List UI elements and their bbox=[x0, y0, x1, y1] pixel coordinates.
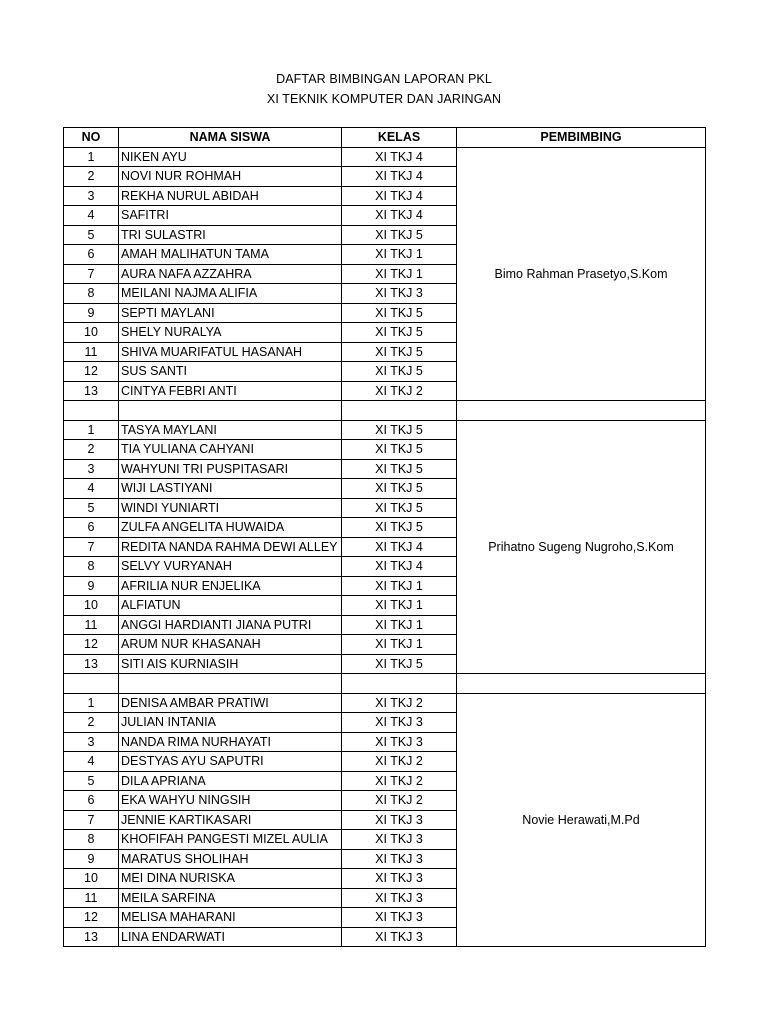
row-number-cell: 6 bbox=[64, 791, 119, 811]
row-number-cell: 8 bbox=[64, 284, 119, 304]
row-number-cell: 13 bbox=[64, 927, 119, 947]
row-number-cell: 8 bbox=[64, 557, 119, 577]
empty-cell bbox=[457, 674, 706, 694]
empty-cell bbox=[342, 674, 457, 694]
student-name-cell: MEILA SARFINA bbox=[119, 888, 342, 908]
student-name-cell: JULIAN INTANIA bbox=[119, 713, 342, 733]
row-number-cell: 6 bbox=[64, 518, 119, 538]
class-cell: XI TKJ 4 bbox=[342, 167, 457, 187]
student-name-cell: SHIVA MUARIFATUL HASANAH bbox=[119, 342, 342, 362]
student-name-cell: MEILANI NAJMA ALIFIA bbox=[119, 284, 342, 304]
student-name-cell: ALFIATUN bbox=[119, 596, 342, 616]
table-body bbox=[64, 147, 706, 947]
class-cell: XI TKJ 2 bbox=[342, 381, 457, 401]
empty-cell bbox=[64, 401, 119, 421]
row-number-cell: 11 bbox=[64, 615, 119, 635]
class-cell: XI TKJ 2 bbox=[342, 771, 457, 791]
student-name-cell: SEPTI MAYLANI bbox=[119, 303, 342, 323]
row-number-cell: 13 bbox=[64, 381, 119, 401]
student-name-cell: REDITA NANDA RAHMA DEWI ALLEY bbox=[119, 537, 342, 557]
row-number-cell: 3 bbox=[64, 459, 119, 479]
row-number-cell: 3 bbox=[64, 186, 119, 206]
student-name-cell: AURA NAFA AZZAHRA bbox=[119, 264, 342, 284]
class-cell: XI TKJ 2 bbox=[342, 693, 457, 713]
table-row bbox=[64, 693, 706, 713]
class-cell: XI TKJ 5 bbox=[342, 323, 457, 343]
class-cell: XI TKJ 5 bbox=[342, 459, 457, 479]
header-pembimbing: PEMBIMBING bbox=[457, 128, 706, 148]
row-number-cell: 4 bbox=[64, 479, 119, 499]
student-name-cell: SELVY VURYANAH bbox=[119, 557, 342, 577]
class-cell: XI TKJ 5 bbox=[342, 440, 457, 460]
class-cell: XI TKJ 3 bbox=[342, 830, 457, 850]
row-number-cell: 9 bbox=[64, 849, 119, 869]
class-cell: XI TKJ 2 bbox=[342, 791, 457, 811]
class-cell: XI TKJ 1 bbox=[342, 635, 457, 655]
class-cell: XI TKJ 3 bbox=[342, 888, 457, 908]
row-number-cell: 12 bbox=[64, 908, 119, 928]
student-name-cell: TIA YULIANA CAHYANI bbox=[119, 440, 342, 460]
class-cell: XI TKJ 3 bbox=[342, 810, 457, 830]
student-name-cell: DENISA AMBAR PRATIWI bbox=[119, 693, 342, 713]
student-name-cell: NANDA RIMA NURHAYATI bbox=[119, 732, 342, 752]
student-name-cell: TRI SULASTRI bbox=[119, 225, 342, 245]
student-name-cell: AFRILIA NUR ENJELIKA bbox=[119, 576, 342, 596]
row-number-cell: 9 bbox=[64, 303, 119, 323]
row-number-cell: 2 bbox=[64, 440, 119, 460]
row-number-cell: 12 bbox=[64, 362, 119, 382]
empty-cell bbox=[119, 401, 342, 421]
row-number-cell: 5 bbox=[64, 771, 119, 791]
table-row bbox=[64, 147, 706, 167]
row-number-cell: 2 bbox=[64, 713, 119, 733]
student-name-cell: AMAH MALIHATUN TAMA bbox=[119, 245, 342, 265]
row-number-cell: 12 bbox=[64, 635, 119, 655]
class-cell: XI TKJ 3 bbox=[342, 869, 457, 889]
student-name-cell: MELISA MAHARANI bbox=[119, 908, 342, 928]
row-number-cell: 5 bbox=[64, 498, 119, 518]
class-cell: XI TKJ 2 bbox=[342, 752, 457, 772]
student-name-cell: EKA WAHYU NINGSIH bbox=[119, 791, 342, 811]
table-row bbox=[64, 420, 706, 440]
supervisor-cell: Prihatno Sugeng Nugroho,S.Kom bbox=[457, 420, 706, 674]
student-name-cell: SHELY NURALYA bbox=[119, 323, 342, 343]
student-name-cell: WAHYUNI TRI PUSPITASARI bbox=[119, 459, 342, 479]
student-name-cell: WINDI YUNIARTI bbox=[119, 498, 342, 518]
row-number-cell: 8 bbox=[64, 830, 119, 850]
class-cell: XI TKJ 1 bbox=[342, 615, 457, 635]
student-name-cell: DESTYAS AYU SAPUTRI bbox=[119, 752, 342, 772]
group-separator-row bbox=[64, 674, 706, 694]
student-name-cell: ZULFA ANGELITA HUWAIDA bbox=[119, 518, 342, 538]
row-number-cell: 13 bbox=[64, 654, 119, 674]
row-number-cell: 10 bbox=[64, 596, 119, 616]
class-cell: XI TKJ 3 bbox=[342, 908, 457, 928]
student-name-cell: TASYA MAYLANI bbox=[119, 420, 342, 440]
row-number-cell: 4 bbox=[64, 752, 119, 772]
row-number-cell: 1 bbox=[64, 420, 119, 440]
class-cell: XI TKJ 5 bbox=[342, 518, 457, 538]
row-number-cell: 11 bbox=[64, 342, 119, 362]
student-name-cell: MEI DINA NURISKA bbox=[119, 869, 342, 889]
empty-cell bbox=[457, 401, 706, 421]
student-name-cell: ARUM NUR KHASANAH bbox=[119, 635, 342, 655]
class-cell: XI TKJ 4 bbox=[342, 557, 457, 577]
row-number-cell: 1 bbox=[64, 147, 119, 167]
table-header-row bbox=[64, 128, 706, 148]
student-name-cell: NIKEN AYU bbox=[119, 147, 342, 167]
header-nama-siswa: NAMA SISWA bbox=[119, 128, 342, 148]
row-number-cell: 7 bbox=[64, 537, 119, 557]
student-name-cell: CINTYA FEBRI ANTI bbox=[119, 381, 342, 401]
student-name-cell: SITI AIS KURNIASIH bbox=[119, 654, 342, 674]
row-number-cell: 9 bbox=[64, 576, 119, 596]
row-number-cell: 6 bbox=[64, 245, 119, 265]
class-cell: XI TKJ 5 bbox=[342, 420, 457, 440]
student-name-cell: SUS SANTI bbox=[119, 362, 342, 382]
row-number-cell: 7 bbox=[64, 264, 119, 284]
class-cell: XI TKJ 3 bbox=[342, 927, 457, 947]
class-cell: XI TKJ 4 bbox=[342, 186, 457, 206]
student-name-cell: REKHA NURUL ABIDAH bbox=[119, 186, 342, 206]
student-name-cell: MARATUS SHOLIHAH bbox=[119, 849, 342, 869]
empty-cell bbox=[64, 674, 119, 694]
row-number-cell: 4 bbox=[64, 206, 119, 226]
row-number-cell: 5 bbox=[64, 225, 119, 245]
row-number-cell: 1 bbox=[64, 693, 119, 713]
student-name-cell: WIJI LASTIYANI bbox=[119, 479, 342, 499]
class-cell: XI TKJ 5 bbox=[342, 654, 457, 674]
student-guidance-table bbox=[63, 127, 706, 947]
class-cell: XI TKJ 5 bbox=[342, 342, 457, 362]
class-cell: XI TKJ 4 bbox=[342, 147, 457, 167]
supervisor-cell: Bimo Rahman Prasetyo,S.Kom bbox=[457, 147, 706, 401]
supervisor-cell: Novie Herawati,M.Pd bbox=[457, 693, 706, 947]
class-cell: XI TKJ 5 bbox=[342, 362, 457, 382]
class-cell: XI TKJ 1 bbox=[342, 596, 457, 616]
group-separator-row bbox=[64, 401, 706, 421]
class-cell: XI TKJ 1 bbox=[342, 245, 457, 265]
row-number-cell: 10 bbox=[64, 323, 119, 343]
student-name-cell: KHOFIFAH PANGESTI MIZEL AULIA bbox=[119, 830, 342, 850]
student-name-cell: SAFITRI bbox=[119, 206, 342, 226]
student-name-cell: ANGGI HARDIANTI JIANA PUTRI bbox=[119, 615, 342, 635]
row-number-cell: 11 bbox=[64, 888, 119, 908]
row-number-cell: 7 bbox=[64, 810, 119, 830]
class-cell: XI TKJ 3 bbox=[342, 284, 457, 304]
row-number-cell: 10 bbox=[64, 869, 119, 889]
class-cell: XI TKJ 3 bbox=[342, 713, 457, 733]
row-number-cell: 3 bbox=[64, 732, 119, 752]
header-kelas: KELAS bbox=[342, 128, 457, 148]
class-cell: XI TKJ 4 bbox=[342, 537, 457, 557]
student-name-cell: JENNIE KARTIKASARI bbox=[119, 810, 342, 830]
header-no: NO bbox=[64, 128, 119, 148]
document-subtitle: XI TEKNIK KOMPUTER DAN JARINGAN bbox=[266, 92, 502, 106]
class-cell: XI TKJ 5 bbox=[342, 479, 457, 499]
class-cell: XI TKJ 5 bbox=[342, 498, 457, 518]
row-number-cell: 2 bbox=[64, 167, 119, 187]
empty-cell bbox=[119, 674, 342, 694]
class-cell: XI TKJ 1 bbox=[342, 576, 457, 596]
student-name-cell: LINA ENDARWATI bbox=[119, 927, 342, 947]
class-cell: XI TKJ 3 bbox=[342, 849, 457, 869]
class-cell: XI TKJ 3 bbox=[342, 732, 457, 752]
document-title: DAFTAR BIMBINGAN LAPORAN PKL bbox=[276, 72, 492, 86]
student-name-cell: NOVI NUR ROHMAH bbox=[119, 167, 342, 187]
class-cell: XI TKJ 4 bbox=[342, 206, 457, 226]
student-name-cell: DILA APRIANA bbox=[119, 771, 342, 791]
class-cell: XI TKJ 1 bbox=[342, 264, 457, 284]
empty-cell bbox=[342, 401, 457, 421]
class-cell: XI TKJ 5 bbox=[342, 303, 457, 323]
class-cell: XI TKJ 5 bbox=[342, 225, 457, 245]
